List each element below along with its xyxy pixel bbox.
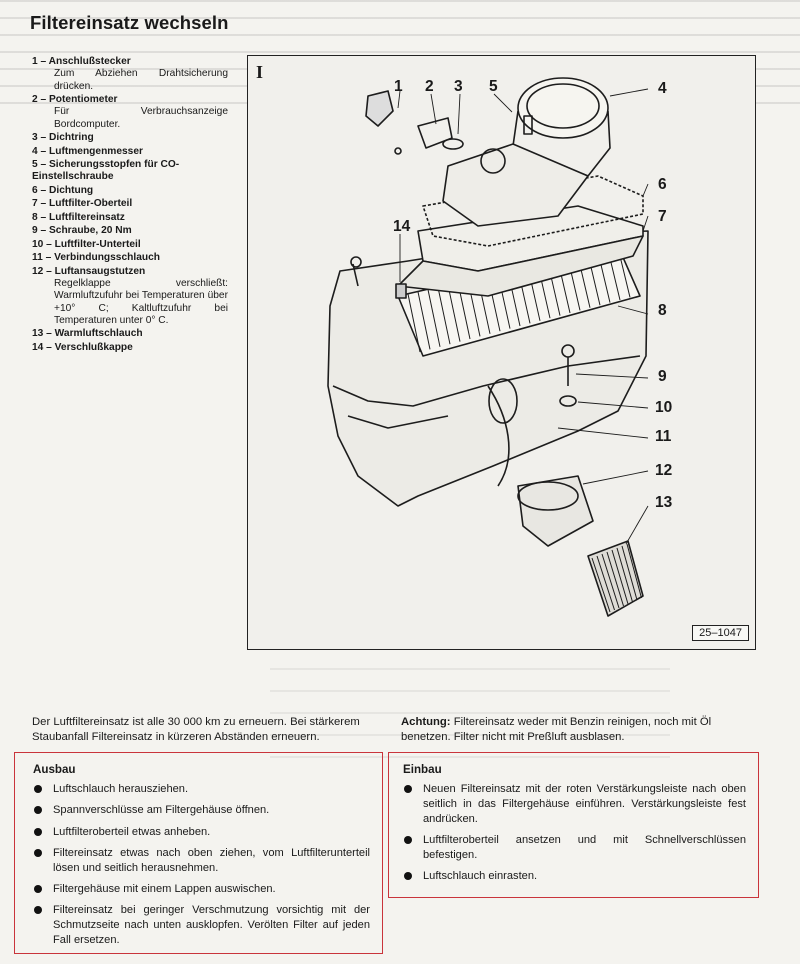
legend-item-title: 8 – Luftfiltereinsatz bbox=[32, 211, 125, 223]
figure-callout-number: 14 bbox=[393, 218, 411, 235]
legend-item-label: Verschlußkappe bbox=[54, 341, 133, 353]
legend-item-label: Luftfilter-Oberteil bbox=[49, 198, 133, 210]
legend-item-number: 10 bbox=[32, 238, 44, 250]
legend-item bbox=[32, 342, 228, 354]
exploded-view-figure bbox=[247, 55, 756, 650]
figure-callout-number: 5 bbox=[489, 78, 498, 95]
ausbau-step: Luftschlauch herausziehen. bbox=[33, 782, 370, 797]
warning-note bbox=[401, 715, 756, 745]
einbau-step: Neuen Filtereinsatz mit der roten Verstärkungsleiste nach oben seitlich in das Filtergehäuse einführen. Verstärkungsleiste fest andrücken. bbox=[403, 782, 746, 826]
warning-text: Filtereinsatz weder mit Benzin reinigen, noch mit Öl benetzen. Filter nicht mit Preßluft ausblasen. bbox=[401, 716, 712, 743]
legend-item-title: 10 – Luftfilter-Unterteil bbox=[32, 238, 141, 250]
ausbau-steps bbox=[33, 782, 370, 948]
legend-item bbox=[32, 239, 228, 251]
legend-item bbox=[32, 266, 228, 327]
legend-item-title: 9 – Schraube, 20 Nm bbox=[32, 225, 132, 237]
ausbau-step: Luftfilteroberteil etwas anheben. bbox=[33, 825, 370, 840]
legend-item-description: Für Verbrauchsanzeige Bordcomputer. bbox=[54, 106, 228, 130]
ausbau-heading: Ausbau bbox=[33, 763, 76, 776]
legend-item-label: Luftfiltereinsatz bbox=[49, 211, 125, 223]
legend-item-label: Luftansaugstutzen bbox=[54, 265, 146, 277]
parts-legend bbox=[32, 56, 228, 355]
legend-item bbox=[32, 146, 228, 158]
legend-item-title: 12 – Luftansaugstutzen bbox=[32, 265, 146, 277]
legend-item bbox=[32, 328, 228, 340]
legend-item-label: Schraube, 20 Nm bbox=[49, 225, 132, 237]
ausbau-step: Filtereinsatz etwas nach oben ziehen, vom Luftfilterunterteil lösen und seitlich herausnehmen. bbox=[33, 846, 370, 876]
figure-callout-number: 12 bbox=[655, 462, 673, 479]
ausbau-section bbox=[14, 752, 383, 954]
legend-item-number: 5 bbox=[32, 159, 38, 171]
legend-item-description: Regelklappe verschließt: Warmluftzufuhr bei Temperaturen über +10° C; Kaltluftzufuhr bei Temperaturen unter 0° C. bbox=[54, 278, 228, 326]
legend-item-title: 2 – Potentiometer bbox=[32, 94, 118, 106]
legend-item-number: 6 bbox=[32, 184, 38, 196]
figure-callout-number: 2 bbox=[425, 78, 434, 95]
einbau-section bbox=[388, 752, 759, 898]
legend-item-number: 13 bbox=[32, 328, 44, 340]
figure-callout-number: 1 bbox=[394, 78, 403, 95]
legend-item-title: 13 – Warmluftschlauch bbox=[32, 328, 143, 340]
figure-callout-number: 10 bbox=[655, 399, 673, 416]
intro-text: Der Luftfiltereinsatz ist alle 30 000 km zu erneuern. Bei stärkerem Staubanfall Filtereinsatz in kürzeren Abständen erneuern. bbox=[32, 716, 360, 743]
legend-item-label: Potentiometer bbox=[49, 94, 118, 106]
legend-item-label: Warmluftschlauch bbox=[54, 328, 143, 340]
legend-item bbox=[32, 159, 228, 184]
legend-item-title: 14 – Verschlußkappe bbox=[32, 341, 133, 353]
einbau-step: Luftschlauch einrasten. bbox=[403, 869, 746, 884]
legend-item bbox=[32, 132, 228, 144]
einbau-step: Luftfilteroberteil ansetzen und mit Schnellverschlüssen befestigen. bbox=[403, 833, 746, 863]
legend-item-label: Anschlußstecker bbox=[48, 56, 131, 67]
legend-item bbox=[32, 198, 228, 210]
legend-item-label: Luftmengenmesser bbox=[49, 145, 143, 157]
legend-item bbox=[32, 185, 228, 197]
figure-reference-number: 25–1047 bbox=[692, 625, 749, 641]
legend-item bbox=[32, 212, 228, 224]
legend-item-title: 3 – Dichtring bbox=[32, 132, 94, 144]
legend-item-number: 9 bbox=[32, 225, 38, 237]
figure-callout-number: 4 bbox=[658, 80, 667, 97]
ausbau-step: Filtereinsatz bei geringer Verschmutzung vorsichtig mit der Schmutzseite nach unten ausklopfen. Verölten Filter auf jeden Fall ersetzen. bbox=[33, 903, 370, 947]
legend-item-title: 6 – Dichtung bbox=[32, 184, 94, 196]
figure-callout-number: 8 bbox=[658, 302, 667, 319]
figure-callout-number: 7 bbox=[658, 208, 667, 225]
legend-item-number: 3 bbox=[32, 132, 38, 144]
legend-item bbox=[32, 225, 228, 237]
legend-item-number: 1 bbox=[32, 56, 38, 67]
legend-item bbox=[32, 252, 228, 264]
legend-item bbox=[32, 94, 228, 131]
legend-item-number: 8 bbox=[32, 211, 38, 223]
legend-item-label: Luftfilter-Unterteil bbox=[54, 238, 141, 250]
ausbau-step: Spannverschlüsse am Filtergehäuse öffnen. bbox=[33, 803, 370, 818]
figure-callout-number: 11 bbox=[655, 428, 672, 445]
legend-item-number: 4 bbox=[32, 145, 38, 157]
ausbau-step: Filtergehäuse mit einem Lappen auswischen. bbox=[33, 882, 370, 897]
page-title: Filtereinsatz wechseln bbox=[30, 12, 229, 33]
legend-item-title: 5 – Sicherungsstopfen für CO-Einstellschraube bbox=[32, 159, 180, 183]
einbau-heading: Einbau bbox=[403, 763, 442, 776]
legend-item-description: Zum Abziehen Drahtsicherung drücken. bbox=[54, 68, 228, 92]
legend-item-title: 4 – Luftmengenmesser bbox=[32, 145, 143, 157]
warning-label: Achtung: bbox=[401, 716, 451, 728]
legend-item-label: Dichtring bbox=[49, 132, 94, 144]
legend-item-title: 11 – Verbindungsschlauch bbox=[32, 252, 160, 264]
legend-item-label: Sicherungsstopfen für CO-Einstellschraube bbox=[32, 159, 180, 183]
legend-item-number: 7 bbox=[32, 198, 38, 210]
air-filter-drawing bbox=[248, 56, 755, 649]
figure-callout-number: 6 bbox=[658, 176, 667, 193]
legend-item-number: 14 bbox=[32, 341, 44, 353]
einbau-steps bbox=[403, 782, 746, 884]
legend-item-number: 2 bbox=[32, 94, 38, 106]
legend-item-number: 12 bbox=[32, 265, 44, 277]
legend-item-title: 7 – Luftfilter-Oberteil bbox=[32, 198, 133, 210]
legend-item-label: Dichtung bbox=[49, 184, 94, 196]
figure-callout-number: 13 bbox=[655, 494, 673, 511]
figure-callout-number: 3 bbox=[454, 78, 463, 95]
figure-roman-numeral: I bbox=[256, 62, 264, 82]
legend-item-label: Verbindungsschlauch bbox=[54, 252, 160, 264]
figure-callout-number: 9 bbox=[658, 368, 667, 385]
legend-item-title: 1 – Anschlußstecker bbox=[32, 56, 131, 67]
legend-item bbox=[32, 56, 228, 93]
legend-item-number: 11 bbox=[32, 252, 43, 264]
